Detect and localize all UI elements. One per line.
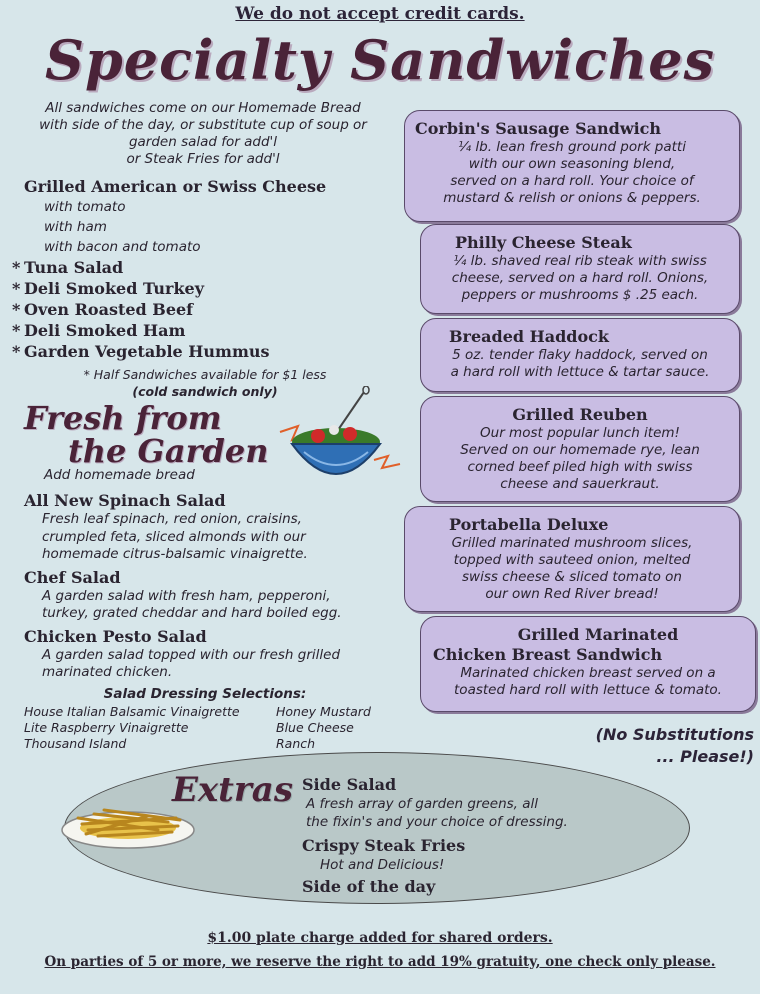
sandwich-option: with bacon and tomato <box>44 239 201 255</box>
special-box-philly: Philly Cheese Steak ¼ lb. shaved real rib steak with swiss cheese, served on a hard roll. Onions, peppers or mushrooms $ .25 each. <box>420 224 740 314</box>
intro-line: with side of the day, or substitute cup of soup or <box>39 117 367 133</box>
special-box-reuben: Grilled Reuben Our most popular lunch item! Served on our homemade rye, lean corned beef piled high with swiss cheese and sauerkraut. <box>420 396 740 502</box>
extras-list: Side Salad A fresh array of garden greens, all the fixin's and your choice of dressing. Crispy Steak Fries Hot and Delicious! Side of the day <box>302 774 642 897</box>
sandwich-item: * Garden Vegetable Hummus <box>12 342 270 361</box>
sandwich-item: * Deli Smoked Ham <box>12 321 186 340</box>
extra-item: Crispy Steak Fries <box>302 836 466 855</box>
list-item: All New Spinach Salad Fresh leaf spinach, red onion, craisins, crumpled feta, sliced almonds with our homemade citrus-balsamic vinaigrette. <box>24 491 404 564</box>
star-icon: * <box>12 300 21 319</box>
page-title: Specialty Sandwiches <box>44 28 716 92</box>
dressing-title: Salad Dressing Selections: <box>103 686 307 702</box>
special-box-portabella: Portabella Deluxe Grilled marinated mushroom slices, topped with sauteed onion, melted swiss cheese & sliced tomato on our own Red River bread! <box>404 506 740 612</box>
star-icon: * <box>12 321 21 340</box>
salad-bowl-icon <box>278 386 408 502</box>
intro-line: garden salad for add'l <box>128 134 278 150</box>
extra-item: Side Salad <box>302 775 397 794</box>
special-box-sausage: Corbin's Sausage Sandwich ¼ lb. lean fresh ground pork patti with our own seasoning blend, served on a hard roll. Your choice of mustard & relish or onions & peppers. <box>404 110 740 222</box>
list-item: Chef Salad A garden salad with fresh ham, pepperoni, turkey, grated cheddar and hard boiled egg. <box>24 568 404 623</box>
star-icon: * <box>12 342 21 361</box>
special-box-haddock: Breaded Haddock 5 oz. tender flaky haddock, served on a hard roll with lettuce & tartar sauce. <box>420 318 740 392</box>
intro-line: All sandwiches come on our Homemade Bread <box>45 100 361 116</box>
sandwich-item: * Tuna Salad <box>12 258 124 277</box>
extra-item: Side of the day <box>302 877 436 896</box>
sandwich-option: with tomato <box>44 199 126 215</box>
garden-subtitle: Add homemade bread <box>44 467 195 483</box>
plate-charge-note: $1.00 plate charge added for shared orders. <box>207 930 553 946</box>
extras-title: Extras <box>172 770 293 810</box>
dressing-list-left: House Italian Balsamic Vinaigrette Lite Raspberry Vinaigrette Thousand Island <box>24 704 240 751</box>
half-sandwich-note: * Half Sandwiches available for $1 less (cold sandwich only) <box>83 367 327 399</box>
salad-name: Chef Salad <box>24 567 121 587</box>
special-box-chicken: Grilled Marinated Chicken Breast Sandwich Marinated chicken breast served on a toasted hard roll with lettuce & tomato. <box>420 616 756 712</box>
sandwich-item: * Oven Roasted Beef <box>12 300 194 319</box>
salad-name: Chicken Pesto Salad <box>24 626 207 646</box>
credit-card-notice: We do not accept credit cards. <box>235 4 525 24</box>
star-icon: * <box>12 258 21 277</box>
sandwich-item: * Deli Smoked Turkey <box>12 279 205 298</box>
salad-list <box>24 491 404 682</box>
sandwich-list <box>12 176 394 362</box>
sandwich-option: with ham <box>44 219 107 235</box>
gratuity-note: On parties of 5 or more, we reserve the right to add 19% gratuity, one check only please. <box>44 954 716 970</box>
no-substitutions-note: (No Substitutions ... Please!) <box>595 725 754 766</box>
salad-name: All New Spinach Salad <box>24 491 226 510</box>
dressing-list-right: Honey Mustard Blue Cheese Ranch <box>276 704 371 751</box>
intro-line: or Steak Fries for add'l <box>126 151 280 167</box>
star-icon: * <box>12 279 21 298</box>
garden-title: Fresh from the Garden <box>24 399 269 470</box>
sandwich-intro <box>18 100 388 168</box>
list-item: Chicken Pesto Salad A garden salad topped with our fresh grilled marinated chicken. <box>24 627 404 682</box>
sandwich-item-grilled-cheese: Grilled American or Swiss Cheese <box>24 177 327 196</box>
